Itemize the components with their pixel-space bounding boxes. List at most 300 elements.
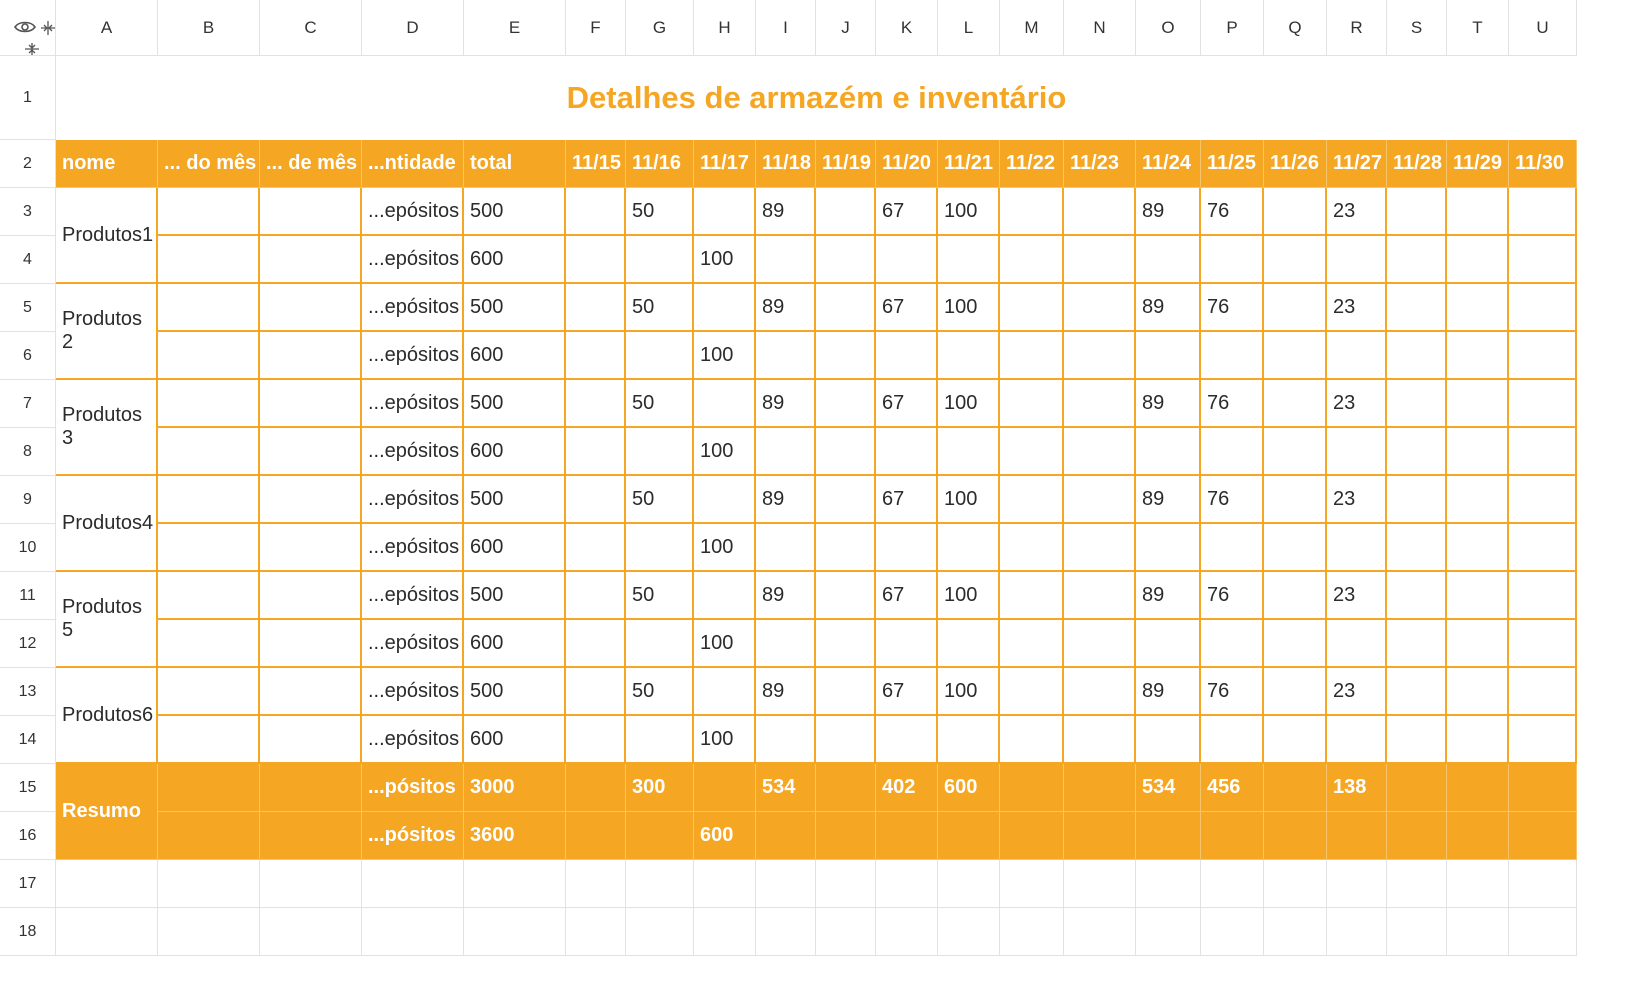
summary-cell-K16[interactable] [876,812,938,860]
data-cell-N7[interactable] [1064,380,1136,428]
data-cell-N6[interactable] [1064,332,1136,380]
data-cell-H3[interactable] [694,188,756,236]
data-cell-R13[interactable]: 23 [1327,668,1387,716]
data-cell-S3[interactable] [1387,188,1447,236]
header-cell-Q[interactable]: 11/26 [1264,140,1327,188]
data-cell-E9[interactable]: 500 [464,476,566,524]
data-cell-K11[interactable]: 67 [876,572,938,620]
data-cell-E3[interactable]: 500 [464,188,566,236]
data-cell-Q6[interactable] [1264,332,1327,380]
data-cell-O5[interactable]: 89 [1136,284,1201,332]
empty-cell-I18[interactable] [756,908,816,956]
data-cell-C8[interactable] [260,428,362,476]
data-cell-I5[interactable]: 89 [756,284,816,332]
data-cell-E10[interactable]: 600 [464,524,566,572]
summary-cell-M15[interactable] [1000,764,1064,812]
column-header-U[interactable]: U [1509,0,1577,56]
select-all-corner[interactable] [0,0,56,56]
data-cell-D10[interactable]: ...epósitos [362,524,464,572]
data-cell-J13[interactable] [816,668,876,716]
data-cell-L4[interactable] [938,236,1000,284]
row-header-18[interactable]: 18 [0,908,56,956]
empty-cell-T17[interactable] [1447,860,1509,908]
data-cell-E4[interactable]: 600 [464,236,566,284]
data-cell-L5[interactable]: 100 [938,284,1000,332]
header-cell-I[interactable]: 11/18 [756,140,816,188]
data-cell-U9[interactable] [1509,476,1577,524]
data-cell-F13[interactable] [566,668,626,716]
data-cell-U4[interactable] [1509,236,1577,284]
empty-cell-R17[interactable] [1327,860,1387,908]
data-cell-N8[interactable] [1064,428,1136,476]
summary-cell-I15[interactable]: 534 [756,764,816,812]
data-cell-Q12[interactable] [1264,620,1327,668]
data-cell-H13[interactable] [694,668,756,716]
data-cell-T7[interactable] [1447,380,1509,428]
data-cell-M12[interactable] [1000,620,1064,668]
summary-cell-N15[interactable] [1064,764,1136,812]
data-cell-P12[interactable] [1201,620,1264,668]
row-header-10[interactable]: 10 [0,524,56,572]
summary-cell-L16[interactable] [938,812,1000,860]
data-cell-C3[interactable] [260,188,362,236]
summary-cell-L15[interactable]: 600 [938,764,1000,812]
data-cell-F5[interactable] [566,284,626,332]
data-cell-R5[interactable]: 23 [1327,284,1387,332]
data-cell-P9[interactable]: 76 [1201,476,1264,524]
empty-cell-G18[interactable] [626,908,694,956]
data-cell-P8[interactable] [1201,428,1264,476]
data-cell-M5[interactable] [1000,284,1064,332]
data-cell-B13[interactable] [158,668,260,716]
data-cell-H7[interactable] [694,380,756,428]
column-header-N[interactable]: N [1064,0,1136,56]
data-cell-T12[interactable] [1447,620,1509,668]
data-cell-H12[interactable]: 100 [694,620,756,668]
data-cell-M6[interactable] [1000,332,1064,380]
data-cell-K8[interactable] [876,428,938,476]
column-header-A[interactable]: A [56,0,158,56]
header-cell-M[interactable]: 11/22 [1000,140,1064,188]
data-cell-C14[interactable] [260,716,362,764]
empty-cell-S18[interactable] [1387,908,1447,956]
row-header-1[interactable]: 1 [0,56,56,140]
freeze-columns-icon[interactable] [40,20,56,36]
header-cell-P[interactable]: 11/25 [1201,140,1264,188]
data-cell-O8[interactable] [1136,428,1201,476]
data-cell-Q11[interactable] [1264,572,1327,620]
data-cell-H11[interactable] [694,572,756,620]
empty-cell-N17[interactable] [1064,860,1136,908]
data-cell-N5[interactable] [1064,284,1136,332]
empty-cell-B18[interactable] [158,908,260,956]
column-header-B[interactable]: B [158,0,260,56]
column-header-S[interactable]: S [1387,0,1447,56]
summary-cell-D15[interactable]: ...pósitos [362,764,464,812]
column-header-P[interactable]: P [1201,0,1264,56]
data-cell-G11[interactable]: 50 [626,572,694,620]
empty-cell-Q17[interactable] [1264,860,1327,908]
column-header-F[interactable]: F [566,0,626,56]
product-name-cell[interactable]: Produtos1 [56,188,158,284]
data-cell-P6[interactable] [1201,332,1264,380]
row-header-7[interactable]: 7 [0,380,56,428]
data-cell-I7[interactable]: 89 [756,380,816,428]
data-cell-Q13[interactable] [1264,668,1327,716]
data-cell-K5[interactable]: 67 [876,284,938,332]
empty-cell-F17[interactable] [566,860,626,908]
data-cell-I11[interactable]: 89 [756,572,816,620]
data-cell-K6[interactable] [876,332,938,380]
data-cell-S12[interactable] [1387,620,1447,668]
summary-name-cell[interactable]: Resumo [56,764,158,860]
data-cell-G5[interactable]: 50 [626,284,694,332]
column-header-O[interactable]: O [1136,0,1201,56]
row-header-8[interactable]: 8 [0,428,56,476]
data-cell-F6[interactable] [566,332,626,380]
row-header-13[interactable]: 13 [0,668,56,716]
header-cell-G[interactable]: 11/16 [626,140,694,188]
data-cell-I3[interactable]: 89 [756,188,816,236]
data-cell-O10[interactable] [1136,524,1201,572]
data-cell-F4[interactable] [566,236,626,284]
data-cell-T6[interactable] [1447,332,1509,380]
empty-cell-T18[interactable] [1447,908,1509,956]
empty-cell-S17[interactable] [1387,860,1447,908]
data-cell-K12[interactable] [876,620,938,668]
header-cell-A[interactable]: nome [56,140,158,188]
data-cell-S11[interactable] [1387,572,1447,620]
data-cell-H14[interactable]: 100 [694,716,756,764]
summary-cell-K15[interactable]: 402 [876,764,938,812]
data-cell-O4[interactable] [1136,236,1201,284]
data-cell-J12[interactable] [816,620,876,668]
summary-cell-D16[interactable]: ...pósitos [362,812,464,860]
data-cell-N3[interactable] [1064,188,1136,236]
column-header-Q[interactable]: Q [1264,0,1327,56]
sheet-title[interactable]: Detalhes de armazém e inventário [56,56,1577,142]
data-cell-F11[interactable] [566,572,626,620]
empty-cell-U17[interactable] [1509,860,1577,908]
data-cell-B6[interactable] [158,332,260,380]
data-cell-O3[interactable]: 89 [1136,188,1201,236]
header-cell-F[interactable]: 11/15 [566,140,626,188]
data-cell-B3[interactable] [158,188,260,236]
data-cell-U10[interactable] [1509,524,1577,572]
data-cell-D3[interactable]: ...epósitos [362,188,464,236]
header-cell-R[interactable]: 11/27 [1327,140,1387,188]
data-cell-L8[interactable] [938,428,1000,476]
product-name-cell[interactable]: Produtos4 [56,476,158,572]
summary-cell-G16[interactable] [626,812,694,860]
data-cell-N14[interactable] [1064,716,1136,764]
data-cell-M3[interactable] [1000,188,1064,236]
summary-cell-R16[interactable] [1327,812,1387,860]
data-cell-Q4[interactable] [1264,236,1327,284]
header-cell-K[interactable]: 11/20 [876,140,938,188]
data-cell-D5[interactable]: ...epósitos [362,284,464,332]
row-header-15[interactable]: 15 [0,764,56,812]
data-cell-U7[interactable] [1509,380,1577,428]
data-cell-C4[interactable] [260,236,362,284]
data-cell-O13[interactable]: 89 [1136,668,1201,716]
header-cell-E[interactable]: total [464,140,566,188]
summary-cell-U16[interactable] [1509,812,1577,860]
row-header-12[interactable]: 12 [0,620,56,668]
product-name-cell[interactable]: Produtos6 [56,668,158,764]
data-cell-D7[interactable]: ...epósitos [362,380,464,428]
data-cell-S10[interactable] [1387,524,1447,572]
data-cell-O14[interactable] [1136,716,1201,764]
data-cell-S14[interactable] [1387,716,1447,764]
empty-cell-J17[interactable] [816,860,876,908]
empty-cell-L18[interactable] [938,908,1000,956]
data-cell-U14[interactable] [1509,716,1577,764]
data-cell-F14[interactable] [566,716,626,764]
data-cell-F8[interactable] [566,428,626,476]
data-cell-D8[interactable]: ...epósitos [362,428,464,476]
summary-cell-O16[interactable] [1136,812,1201,860]
data-cell-R10[interactable] [1327,524,1387,572]
header-cell-H[interactable]: 11/17 [694,140,756,188]
data-cell-T11[interactable] [1447,572,1509,620]
summary-cell-E15[interactable]: 3000 [464,764,566,812]
row-header-14[interactable]: 14 [0,716,56,764]
data-cell-O11[interactable]: 89 [1136,572,1201,620]
summary-cell-T15[interactable] [1447,764,1509,812]
data-cell-U8[interactable] [1509,428,1577,476]
data-cell-N9[interactable] [1064,476,1136,524]
data-cell-E12[interactable]: 600 [464,620,566,668]
summary-cell-N16[interactable] [1064,812,1136,860]
data-cell-L12[interactable] [938,620,1000,668]
column-header-R[interactable]: R [1327,0,1387,56]
empty-cell-U18[interactable] [1509,908,1577,956]
row-header-9[interactable]: 9 [0,476,56,524]
row-header-16[interactable]: 16 [0,812,56,860]
data-cell-P13[interactable]: 76 [1201,668,1264,716]
data-cell-U5[interactable] [1509,284,1577,332]
data-cell-L3[interactable]: 100 [938,188,1000,236]
data-cell-G7[interactable]: 50 [626,380,694,428]
data-cell-K13[interactable]: 67 [876,668,938,716]
data-cell-P11[interactable]: 76 [1201,572,1264,620]
data-cell-N4[interactable] [1064,236,1136,284]
empty-cell-P17[interactable] [1201,860,1264,908]
data-cell-N10[interactable] [1064,524,1136,572]
empty-cell-G17[interactable] [626,860,694,908]
data-cell-T14[interactable] [1447,716,1509,764]
column-header-K[interactable]: K [876,0,938,56]
header-cell-L[interactable]: 11/21 [938,140,1000,188]
empty-cell-H18[interactable] [694,908,756,956]
summary-cell-C15[interactable] [260,764,362,812]
header-cell-J[interactable]: 11/19 [816,140,876,188]
data-cell-J7[interactable] [816,380,876,428]
summary-cell-R15[interactable]: 138 [1327,764,1387,812]
row-header-5[interactable]: 5 [0,284,56,332]
data-cell-G14[interactable] [626,716,694,764]
data-cell-S13[interactable] [1387,668,1447,716]
empty-cell-E17[interactable] [464,860,566,908]
data-cell-F3[interactable] [566,188,626,236]
data-cell-N11[interactable] [1064,572,1136,620]
data-cell-D4[interactable]: ...epósitos [362,236,464,284]
column-header-I[interactable]: I [756,0,816,56]
row-header-2[interactable]: 2 [0,140,56,188]
data-cell-M11[interactable] [1000,572,1064,620]
data-cell-P14[interactable] [1201,716,1264,764]
data-cell-K7[interactable]: 67 [876,380,938,428]
data-cell-O6[interactable] [1136,332,1201,380]
data-cell-C12[interactable] [260,620,362,668]
data-cell-T10[interactable] [1447,524,1509,572]
empty-cell-L17[interactable] [938,860,1000,908]
data-cell-N13[interactable] [1064,668,1136,716]
empty-cell-R18[interactable] [1327,908,1387,956]
summary-cell-O15[interactable]: 534 [1136,764,1201,812]
data-cell-L7[interactable]: 100 [938,380,1000,428]
data-cell-B14[interactable] [158,716,260,764]
header-cell-T[interactable]: 11/29 [1447,140,1509,188]
product-name-cell[interactable]: Produtos 5 [56,572,158,668]
data-cell-J3[interactable] [816,188,876,236]
empty-cell-C17[interactable] [260,860,362,908]
data-cell-C10[interactable] [260,524,362,572]
data-cell-M13[interactable] [1000,668,1064,716]
data-cell-O7[interactable]: 89 [1136,380,1201,428]
empty-cell-M17[interactable] [1000,860,1064,908]
data-cell-P10[interactable] [1201,524,1264,572]
data-cell-U12[interactable] [1509,620,1577,668]
summary-cell-H16[interactable]: 600 [694,812,756,860]
summary-cell-I16[interactable] [756,812,816,860]
data-cell-E11[interactable]: 500 [464,572,566,620]
data-cell-C9[interactable] [260,476,362,524]
header-cell-N[interactable]: 11/23 [1064,140,1136,188]
data-cell-L6[interactable] [938,332,1000,380]
data-cell-S8[interactable] [1387,428,1447,476]
data-cell-D13[interactable]: ...epósitos [362,668,464,716]
column-header-E[interactable]: E [464,0,566,56]
data-cell-M7[interactable] [1000,380,1064,428]
data-cell-U11[interactable] [1509,572,1577,620]
data-cell-I10[interactable] [756,524,816,572]
data-cell-I9[interactable]: 89 [756,476,816,524]
empty-cell-O17[interactable] [1136,860,1201,908]
data-cell-R6[interactable] [1327,332,1387,380]
data-cell-P7[interactable]: 76 [1201,380,1264,428]
summary-cell-Q16[interactable] [1264,812,1327,860]
data-cell-Q3[interactable] [1264,188,1327,236]
summary-cell-H15[interactable] [694,764,756,812]
data-cell-L11[interactable]: 100 [938,572,1000,620]
data-cell-L13[interactable]: 100 [938,668,1000,716]
column-header-G[interactable]: G [626,0,694,56]
data-cell-G3[interactable]: 50 [626,188,694,236]
data-cell-R12[interactable] [1327,620,1387,668]
data-cell-G12[interactable] [626,620,694,668]
data-cell-N12[interactable] [1064,620,1136,668]
summary-cell-J16[interactable] [816,812,876,860]
data-cell-H9[interactable] [694,476,756,524]
data-cell-G10[interactable] [626,524,694,572]
summary-cell-S16[interactable] [1387,812,1447,860]
data-cell-K4[interactable] [876,236,938,284]
data-cell-I12[interactable] [756,620,816,668]
empty-cell-B17[interactable] [158,860,260,908]
data-cell-J4[interactable] [816,236,876,284]
empty-cell-E18[interactable] [464,908,566,956]
header-cell-U[interactable]: 11/30 [1509,140,1577,188]
summary-cell-P16[interactable] [1201,812,1264,860]
row-header-4[interactable]: 4 [0,236,56,284]
data-cell-G6[interactable] [626,332,694,380]
column-header-T[interactable]: T [1447,0,1509,56]
data-cell-D9[interactable]: ...epósitos [362,476,464,524]
summary-cell-M16[interactable] [1000,812,1064,860]
data-cell-O12[interactable] [1136,620,1201,668]
header-cell-O[interactable]: 11/24 [1136,140,1201,188]
data-cell-D14[interactable]: ...epósitos [362,716,464,764]
data-cell-F9[interactable] [566,476,626,524]
data-cell-J6[interactable] [816,332,876,380]
empty-cell-H17[interactable] [694,860,756,908]
empty-cell-C18[interactable] [260,908,362,956]
empty-cell-K17[interactable] [876,860,938,908]
empty-cell-M18[interactable] [1000,908,1064,956]
data-cell-F10[interactable] [566,524,626,572]
freeze-rows-icon[interactable] [24,42,40,56]
data-cell-C7[interactable] [260,380,362,428]
data-cell-R3[interactable]: 23 [1327,188,1387,236]
data-cell-H10[interactable]: 100 [694,524,756,572]
data-cell-I14[interactable] [756,716,816,764]
empty-cell-N18[interactable] [1064,908,1136,956]
data-cell-R7[interactable]: 23 [1327,380,1387,428]
row-header-3[interactable]: 3 [0,188,56,236]
data-cell-B11[interactable] [158,572,260,620]
data-cell-E13[interactable]: 500 [464,668,566,716]
data-cell-C11[interactable] [260,572,362,620]
data-cell-M8[interactable] [1000,428,1064,476]
header-cell-B[interactable]: ... do mês [158,140,260,188]
data-cell-E8[interactable]: 600 [464,428,566,476]
data-cell-P4[interactable] [1201,236,1264,284]
data-cell-K3[interactable]: 67 [876,188,938,236]
summary-cell-G15[interactable]: 300 [626,764,694,812]
empty-cell-A17[interactable] [56,860,158,908]
summary-cell-P15[interactable]: 456 [1201,764,1264,812]
summary-cell-F15[interactable] [566,764,626,812]
data-cell-U13[interactable] [1509,668,1577,716]
data-cell-B9[interactable] [158,476,260,524]
data-cell-G8[interactable] [626,428,694,476]
data-cell-R4[interactable] [1327,236,1387,284]
empty-cell-Q18[interactable] [1264,908,1327,956]
row-header-6[interactable]: 6 [0,332,56,380]
empty-cell-A18[interactable] [56,908,158,956]
data-cell-S6[interactable] [1387,332,1447,380]
data-cell-B4[interactable] [158,236,260,284]
data-cell-M10[interactable] [1000,524,1064,572]
data-cell-H5[interactable] [694,284,756,332]
data-cell-R11[interactable]: 23 [1327,572,1387,620]
summary-cell-Q15[interactable] [1264,764,1327,812]
data-cell-O9[interactable]: 89 [1136,476,1201,524]
summary-cell-U15[interactable] [1509,764,1577,812]
data-cell-J8[interactable] [816,428,876,476]
